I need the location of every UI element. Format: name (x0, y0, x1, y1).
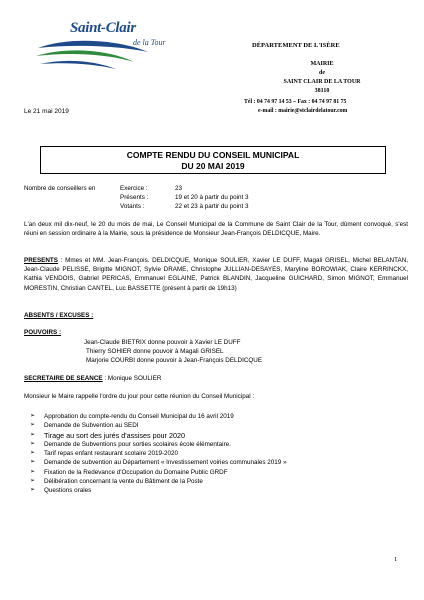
secretaire-label: SECRETAIRE DE SEANCE (24, 375, 103, 382)
agenda-item: ➢ Tarif repas enfant restaurant scolaire 2019-2020 (30, 450, 179, 458)
postcode: 38110 (314, 88, 330, 94)
logo-swoosh-blue-lower (40, 61, 116, 69)
department-heading: DÉPARTEMENT DE L'ISÈRE (252, 42, 340, 49)
presents-label: PRESENTS (24, 257, 58, 264)
agenda-item: ➢ Fixation de la Redevance d'Occupation du Domaine Public GRDF (30, 468, 228, 476)
arrow-bullet-icon: ➢ (30, 487, 36, 494)
secretaire-text: : Monique SOULIER (102, 375, 162, 382)
logo-swoosh-green (36, 50, 134, 62)
mairie-de: de (319, 70, 325, 76)
agenda-item: ➢ Demande de Subvention au SEDI (30, 422, 139, 430)
agenda-item: ➢ Délibération concernant la vente du Bâtiment de la Poste (30, 478, 203, 486)
agenda-list (30, 412, 287, 496)
agenda-item: ➢ Tirage au sort des jurés d'assises pour 2020 (30, 430, 185, 440)
agenda-item: ➢ Questions orales (30, 487, 92, 495)
absents-label: ABSENTS / EXCUSES : (24, 312, 94, 319)
title-line-1: COMPTE RENDU DU CONSEIL MUNICIPAL (126, 150, 300, 160)
exercice-value: 23 (175, 185, 183, 192)
rappel-line: Monsieur le Maire rappelle l'ordre du jour pour cette réunion du Conseil Municipal : (24, 393, 255, 400)
presents-value: 19 et 20 à partir du point 3 (175, 194, 249, 201)
document-date: Le 21 mai 2019 (24, 108, 69, 115)
presents-paragraph (24, 256, 408, 293)
logo-subtitle: de la Tour (133, 38, 166, 47)
pouvoir-item: Thierry SOHIER donne pouvoir à Magali GRISEL (86, 348, 224, 355)
mairie-label: MAIRIE (310, 61, 334, 67)
conseillers-label: Nombre de conseillers en (24, 185, 96, 192)
pouvoirs-label: POUVOIRS : (24, 329, 62, 336)
town-name: SAINT CLAIR DE LA TOUR (283, 79, 361, 85)
presents-text: : Mmes et MM. Jean-François. DELDICQUE, Monique SOULIER, Xavier LE DUFF, Magali GRISEL, Michel BELANTAN, Jean-Claude PELISSE, Brigitte MIGNOT, Sylvie DRAME, Christophe JULLIAN-DESAYES, Maryline BOROWIAK, Claire KERRINCKX, Kathia VENDOIS, Gabriel PERICAS, Emmanuel EGLAINE, Patrick BLANDIN, Jacqueline GUICHARD, Simon MIGNOT, Emmanuel MORESTIN, Christian CANTEL, Luc BASSETTE (présent à partir de 19h13) (24, 257, 408, 292)
agenda-item: ➢ Demande de Subventions pour sorties scolaires école élémentaire. (30, 440, 231, 448)
arrow-bullet-icon: ➢ (30, 468, 36, 475)
document-title-box (40, 146, 386, 174)
votants-value: 22 et 23 à partir du point 3 (175, 203, 249, 210)
page-number: 1 (394, 556, 398, 563)
exercice-key: Exercice : (120, 185, 148, 192)
pouvoir-item: Marjorie COURBI donne pouvoir à Jean-François DELDICQUE (86, 357, 263, 364)
agenda-item: ➢ Demande de subvention au Département « Investissement voiries communales 2019 » (30, 459, 287, 467)
title-line-2: DU 20 MAI 2019 (181, 161, 245, 171)
pouvoir-item: Jean-Claude BIETRIX donne pouvoir à Xavier LE DUFF (84, 339, 241, 346)
arrow-bullet-icon: ➢ (30, 478, 36, 485)
arrow-bullet-icon: ➢ (30, 413, 36, 419)
presents-key: Présents : (120, 194, 149, 201)
logo-title: Saint-Clair (70, 20, 136, 36)
arrow-bullet-icon: ➢ (30, 422, 36, 429)
votants-key: Votants : (120, 203, 145, 210)
arrow-bullet-icon: ➢ (30, 459, 36, 466)
logo-swoosh-blue (38, 41, 148, 52)
contact-block (244, 98, 404, 116)
agenda-item: ➢ Approbation du compte-rendu du Conseil Municipal du 16 avril 2019 (30, 413, 234, 420)
secretaire-line (24, 374, 161, 383)
mairie-address (262, 60, 382, 96)
phone-fax: Tél : 04 74 97 14 53 – Fax : 04 74 97 81 75 (244, 99, 347, 105)
arrow-bullet-icon: ➢ (30, 450, 36, 457)
email-line: e-mail : mairie@stclairdelatour.com (258, 108, 348, 114)
arrow-bullet-icon: ➢ (30, 431, 36, 438)
arrow-bullet-icon: ➢ (30, 440, 36, 447)
intro-paragraph: L'an deux mil dix-neuf, le 20 du mois de mai, Le Conseil Municipal de la Commune de Saint Clair de la Tour, dûment convoqué, s'est réuni en session ordinaire à la Mairie, sous la présidence de Monsieur Jean-François DELDICQUE, Maire. (24, 221, 408, 238)
